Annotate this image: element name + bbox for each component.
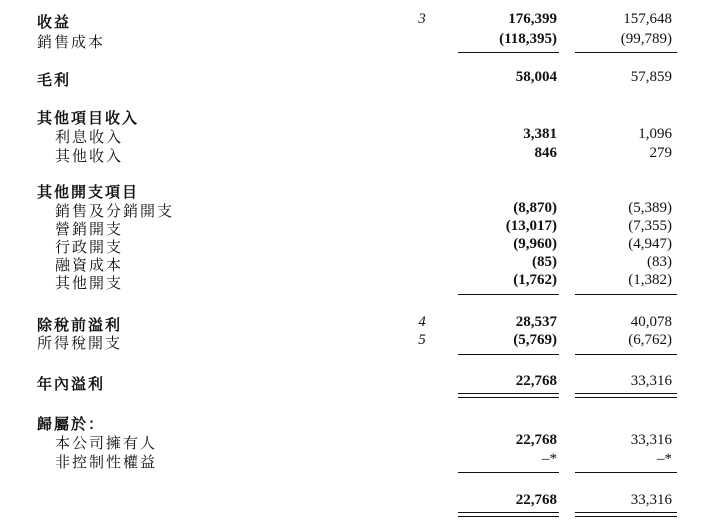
row-label: 其他項目收入 xyxy=(37,111,140,127)
prior-value: 40,078 xyxy=(630,314,672,330)
prior-value: 279 xyxy=(649,145,672,161)
subtotal-rule xyxy=(458,354,559,355)
prior-value: (6,762) xyxy=(628,332,672,348)
note-ref: 5 xyxy=(418,332,426,348)
table-row xyxy=(0,451,720,469)
row-label: 歸屬於： xyxy=(37,417,106,433)
table-row xyxy=(0,332,720,350)
current-value: 22,768 xyxy=(515,492,557,508)
table-row xyxy=(0,145,720,163)
current-value: 28,537 xyxy=(515,314,557,330)
prior-value: (1,382) xyxy=(628,272,672,288)
current-value: 846 xyxy=(534,145,557,161)
subtotal-rule xyxy=(575,472,677,473)
section-heading xyxy=(0,413,720,431)
row-label: 利息收入 xyxy=(55,130,124,146)
note-ref: 4 xyxy=(418,314,426,330)
table-row xyxy=(0,236,720,254)
current-value: 22,768 xyxy=(515,373,557,389)
row-label: 年內溢利 xyxy=(37,377,106,393)
current-value: (118,395) xyxy=(499,31,557,47)
double-rule xyxy=(575,393,677,398)
table-row xyxy=(0,272,720,290)
subtotal-rule xyxy=(458,472,559,473)
prior-value: 33,316 xyxy=(630,432,672,448)
prior-value: 1,096 xyxy=(638,126,672,142)
row-label: 其他開支項目 xyxy=(37,185,140,201)
double-rule xyxy=(575,512,677,517)
prior-value: (5,389) xyxy=(628,200,672,216)
table-row xyxy=(0,492,720,510)
current-value: –* xyxy=(542,451,557,467)
table-row xyxy=(0,11,720,29)
prior-value: 33,316 xyxy=(630,492,672,508)
table-row xyxy=(0,69,720,87)
double-rule xyxy=(458,512,559,517)
subtotal-rule xyxy=(458,294,559,295)
row-label: 收益 xyxy=(37,15,72,31)
row-label: 本公司擁有人 xyxy=(55,436,158,452)
table-row xyxy=(0,218,720,236)
prior-value: (99,789) xyxy=(620,31,672,47)
current-value: (8,870) xyxy=(513,200,557,216)
subtotal-rule xyxy=(575,294,677,295)
section-heading xyxy=(0,107,720,125)
row-label: 銷售成本 xyxy=(37,35,106,51)
row-label: 營銷開支 xyxy=(55,222,124,238)
note-ref: 3 xyxy=(418,11,426,27)
table-row xyxy=(0,254,720,272)
table-row xyxy=(0,31,720,49)
prior-value: (4,947) xyxy=(628,236,672,252)
current-value: 58,004 xyxy=(515,69,557,85)
current-value: 3,381 xyxy=(523,126,557,142)
row-label: 其他開支 xyxy=(55,276,124,292)
row-label: 毛利 xyxy=(37,73,72,89)
prior-value: (83) xyxy=(647,254,672,270)
prior-value: –* xyxy=(657,451,672,467)
row-label: 其他收入 xyxy=(55,149,124,165)
row-label: 行政開支 xyxy=(55,240,124,256)
row-label: 除稅前溢利 xyxy=(37,318,123,334)
prior-value: 33,316 xyxy=(630,373,672,389)
table-row xyxy=(0,373,720,391)
row-label: 所得稅開支 xyxy=(37,336,123,352)
double-rule xyxy=(458,393,559,398)
current-value: 22,768 xyxy=(515,432,557,448)
row-label: 銷售及分銷開支 xyxy=(55,204,175,220)
table-row xyxy=(0,126,720,144)
prior-value: 57,859 xyxy=(630,69,672,85)
subtotal-rule xyxy=(575,52,677,53)
current-value: (1,762) xyxy=(513,272,557,288)
subtotal-rule xyxy=(575,354,677,355)
current-value: (85) xyxy=(532,254,557,270)
current-value: (9,960) xyxy=(513,236,557,252)
table-row xyxy=(0,200,720,218)
row-label: 非控制性權益 xyxy=(55,455,158,471)
section-heading xyxy=(0,181,720,199)
current-value: (13,017) xyxy=(505,218,557,234)
table-row xyxy=(0,432,720,450)
row-label: 融資成本 xyxy=(55,258,124,274)
current-value: (5,769) xyxy=(513,332,557,348)
current-value: 176,399 xyxy=(508,11,557,27)
table-row xyxy=(0,314,720,332)
prior-value: (7,355) xyxy=(628,218,672,234)
prior-value: 157,648 xyxy=(623,11,672,27)
subtotal-rule xyxy=(458,52,559,53)
